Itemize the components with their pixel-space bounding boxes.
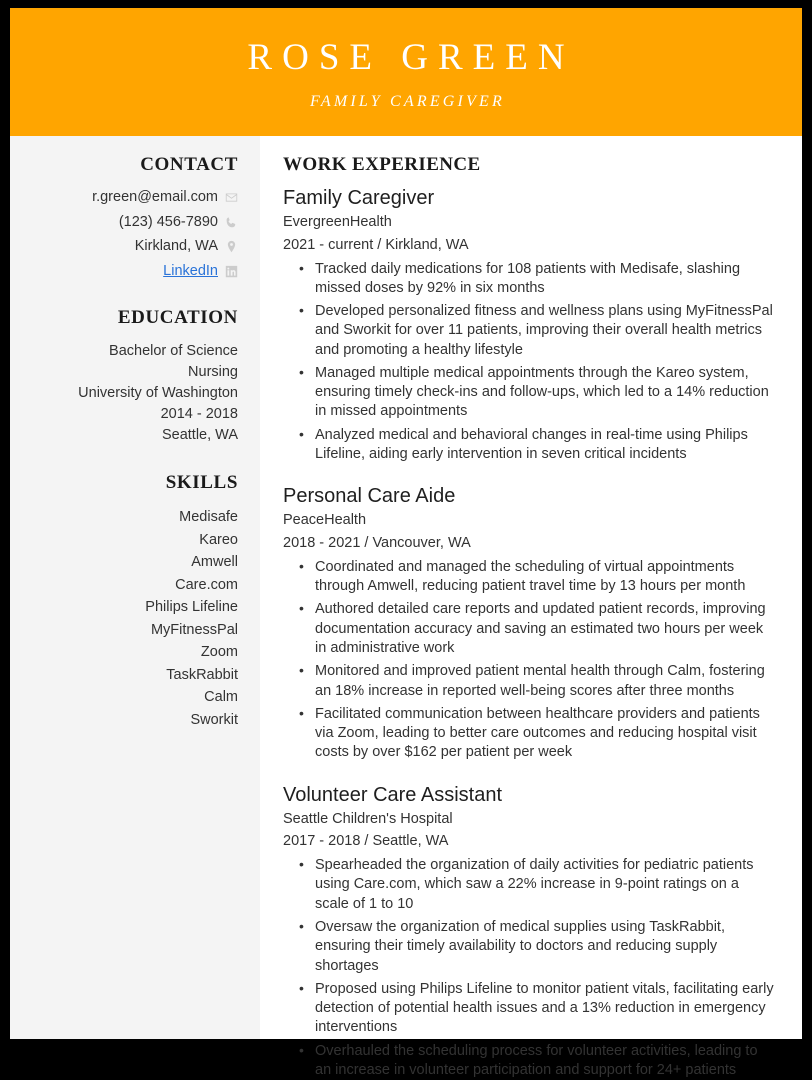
resume-header (10, 8, 802, 136)
candidate-role-subtitle: FAMILY CAREGIVER (309, 92, 505, 110)
list-item: • Monitored and improved patient mental health through Calm, fostering an 18% increase in reported well-being scores after three months (313, 662, 774, 701)
education-heading: EDUCATION (117, 307, 238, 329)
job-entry (283, 186, 774, 464)
job-meta (283, 235, 774, 257)
job-dates: 2017 - 2018 (283, 833, 361, 850)
contact-item-linkedin[interactable] (20, 262, 238, 282)
job-dates: 2018 - 2021 (283, 535, 361, 552)
list-item: • Managed multiple medical appointments through the Kareo system, ensuring timely check-ins and follow-ups, which led to a 14% reduction in missed appointments (313, 364, 774, 422)
resume-body (10, 136, 802, 1078)
sidebar (10, 136, 260, 1039)
work-experience-heading: WORK EXPERIENCE (283, 154, 481, 175)
job-entry (283, 484, 774, 762)
resume-page (10, 8, 802, 1078)
work-experience-column (260, 136, 802, 1078)
list-item: Kareo (199, 531, 238, 548)
meta-separator: / (364, 833, 369, 850)
job-title: Volunteer Care Assistant (283, 783, 503, 806)
list-item: Amwell (191, 554, 238, 571)
contact-email-text: r.green@email.com (92, 189, 218, 205)
job-title: Personal Care Aide (283, 485, 456, 508)
list-item: Sworkit (190, 711, 238, 728)
education-major: Nursing (188, 364, 238, 381)
list-item: • Analyzed medical and behavioral changes in real-time using Philips Lifeline, aiding early intervention in seven critical incidents (313, 426, 774, 465)
job-company: PeaceHealth (283, 512, 367, 529)
envelope-icon (225, 191, 238, 204)
skills-heading: SKILLS (165, 472, 238, 494)
contact-item-phone (20, 213, 238, 233)
education-school: University of Washington (78, 385, 238, 402)
list-item: • Oversaw the organization of medical supplies using TaskRabbit, ensuring their timely availability to doctors and reducing supply shortages (313, 918, 774, 976)
list-item: Care.com (175, 576, 238, 593)
linkedin-icon (225, 265, 238, 278)
list-item: Zoom (200, 644, 238, 661)
job-title: Family Caregiver (283, 187, 435, 209)
skills-section (20, 472, 238, 731)
education-location: Seattle, WA (161, 427, 238, 444)
contact-item-email (20, 188, 238, 208)
job-bullets (283, 260, 774, 465)
job-meta (283, 831, 774, 853)
job-location: Seattle, WA (372, 833, 449, 850)
list-item: Philips Lifeline (145, 599, 238, 616)
meta-separator: / (377, 236, 382, 253)
job-company: EvergreenHealth (283, 214, 392, 230)
job-bullets (283, 558, 774, 763)
contact-phone-text: (123) 456-7890 (118, 213, 218, 230)
list-item: • Developed personalized fitness and wellness plans using MyFitnessPal and Sworkit for over 11 patients, improving their overall health metrics and promoting a healthy lifestyle (313, 302, 774, 360)
job-bullets (283, 856, 774, 1080)
list-item: Medisafe (179, 509, 238, 526)
list-item: TaskRabbit (166, 666, 238, 683)
list-item: MyFitnessPal (150, 621, 238, 638)
job-dates: 2021 - current (283, 236, 374, 253)
linkedin-link[interactable]: LinkedIn (163, 262, 218, 279)
list-item: • Facilitated communication between healthcare providers and patients via Zoom, leading to better care outcomes and reducing hospital visit costs by over $162 per patient per week (313, 705, 774, 763)
job-meta (283, 533, 774, 555)
job-location: Vancouver, WA (372, 535, 471, 552)
list-item: • Overhauled the scheduling process for volunteer activities, leading to an increase in volunteer participation and support for 24+ patients (313, 1042, 774, 1080)
list-item: Calm (204, 689, 238, 706)
list-item: • Authored detailed care reports and updated patient records, improving documentation accuracy and saving an estimated two hours per week in administrative work (313, 600, 774, 658)
map-pin-icon (225, 240, 238, 253)
contact-section (20, 154, 238, 281)
list-item: • Coordinated and managed the scheduling of virtual appointments through Amwell, reducing patient travel time by 13 hours per month (313, 558, 774, 597)
list-item: • Proposed using Philips Lifeline to monitor patient vitals, facilitating early detection of potential health issues and a 13% reduction in emergency interventions (313, 980, 774, 1038)
job-entry (283, 783, 774, 1080)
candidate-name: ROSE GREEN (247, 37, 575, 79)
phone-icon (225, 216, 238, 229)
education-dates: 2014 - 2018 (160, 406, 238, 423)
job-location: Kirkland, WA (385, 236, 469, 253)
list-item: • Spearheaded the organization of daily activities for pediatric patients using Care.com, which saw a 22% increase in 9-point ratings on a scale of 1 to 10 (313, 856, 774, 914)
meta-separator: / (364, 535, 369, 552)
contact-heading: CONTACT (140, 154, 238, 175)
education-degree: Bachelor of Science (109, 343, 238, 360)
list-item: • Tracked daily medications for 108 patients with Medisafe, slashing missed doses by 92% in six months (313, 260, 774, 299)
job-company: Seattle Children's Hospital (283, 810, 453, 827)
contact-item-location (20, 237, 238, 257)
education-section (20, 307, 238, 446)
contact-location-text: Kirkland, WA (134, 238, 218, 255)
